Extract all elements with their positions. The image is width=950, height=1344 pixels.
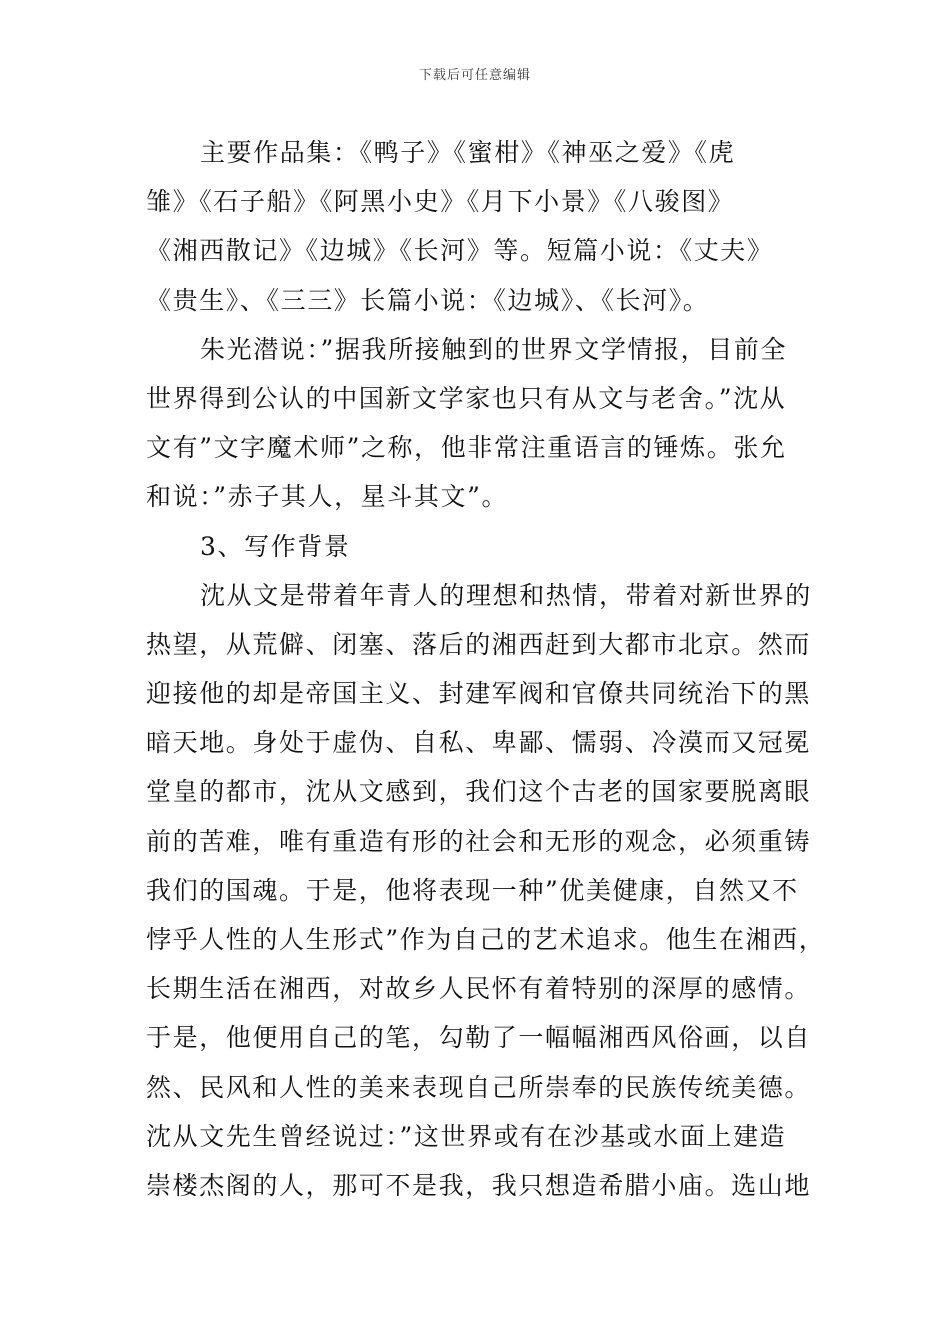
- text-line: 《贵生》、《三三》长篇小说：《边城》、《长河》。: [146, 285, 710, 315]
- text-line: 堂皇的都市，沈从文感到，我们这个古老的国家要脱离眼: [146, 777, 812, 807]
- text-line: 世界得到公认的中国新文学家也只有从文与老舍。”沈从: [146, 383, 787, 413]
- text-line: 长期生活在湘西，对故乡人民怀有着特别的深厚的感情。: [146, 974, 812, 1004]
- text-line: 热望，从荒僻、闭塞、落后的湘西赶到大都市北京。然而: [146, 629, 812, 659]
- text-line: 沈从文是带着年青人的理想和热情，带着对新世界的: [200, 580, 812, 610]
- text-line: 主要作品集：《鸭子》《蜜柑》《神巫之爱》《虎: [200, 138, 736, 167]
- page-header: 下载后可任意编辑: [418, 68, 531, 83]
- text-line: 沈从文先生曾经说过：”这世界或有在沙基或水面上建造: [146, 1121, 787, 1151]
- text-line: 我们的国魂。于是，他将表现一种”优美健康，自然又不: [146, 875, 799, 905]
- text-line: 雏》《石子船》《阿黑小史》《月下小景》《八骏图》: [146, 187, 735, 217]
- text-line: 崇楼杰阁的人，那可不是我，我只想造希腊小庙。选山地: [146, 1170, 812, 1200]
- text-line: 迎接他的却是帝国主义、封建军阀和官僚共同统治下的黑: [146, 679, 812, 709]
- text-line: 《湘西散记》《边城》《长河》等。短篇小说：《丈夫》: [146, 236, 774, 266]
- text-line: 暗天地。身处于虚伪、自私、卑鄙、懦弱、冷漠而又冠冕: [146, 728, 812, 758]
- text-line: 文有”文字魔术师”之称，他非常注重语言的锤炼。张允: [146, 433, 787, 463]
- text-line: 和说：”赤子其人，星斗其文”。: [146, 482, 509, 512]
- text-line: 朱光潜说：”据我所接触到的世界文学情报，目前全: [200, 334, 788, 364]
- text-line: 悖乎人性的人生形式”作为自己的艺术追求。他生在湘西，: [146, 925, 826, 954]
- document-body: [146, 128, 826, 1210]
- text-line: 然、民风和人性的美来表现自己所崇奉的民族传统美德。: [146, 1072, 812, 1102]
- text-line: 前的苦难，唯有重造有形的社会和无形的观念，必须重铸: [146, 826, 812, 856]
- text-line: 于是，他便用自己的笔，勾勒了一幅幅湘西风俗画，以自: [146, 1023, 812, 1053]
- text-line: 3、写作背景: [200, 531, 351, 561]
